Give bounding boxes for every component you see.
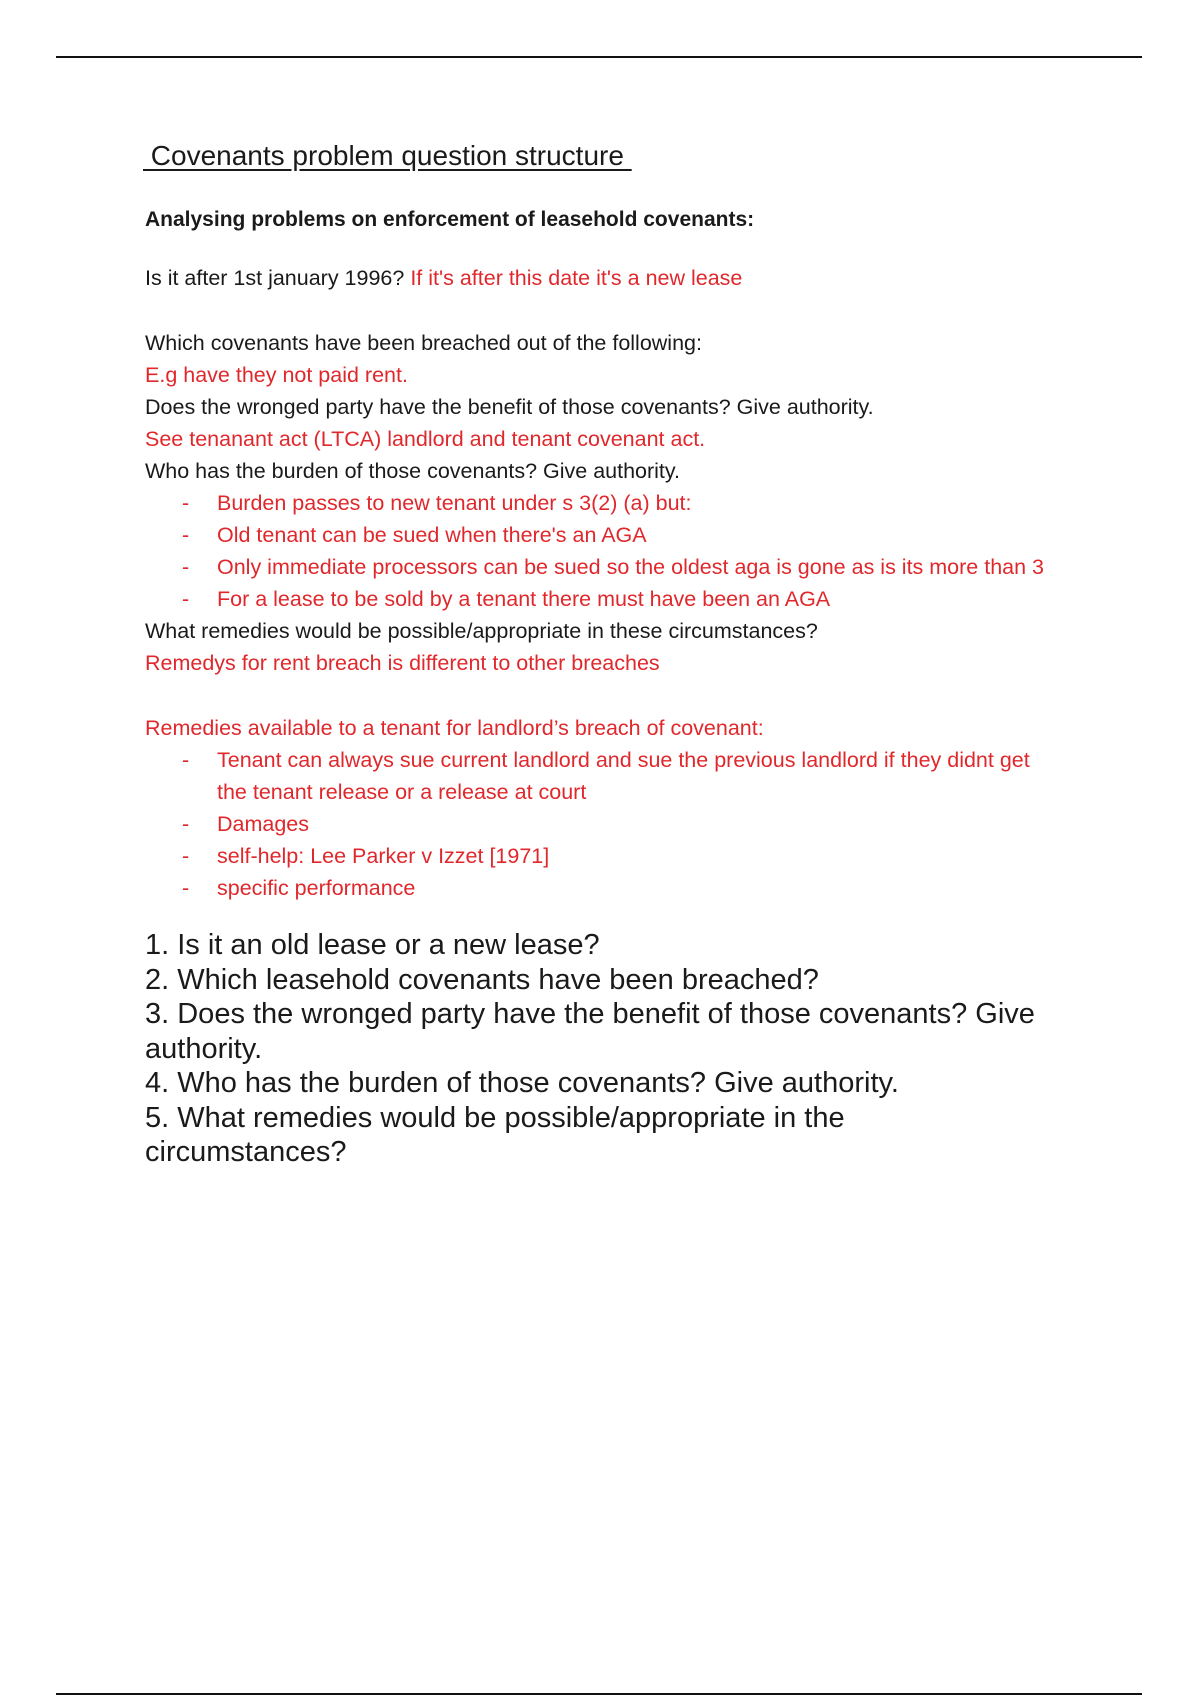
section-subheading: Analysing problems on enforcement of leasehold covenants: <box>145 208 755 231</box>
dash-bullet: - <box>182 587 190 611</box>
list-item: 3. Does the wronged party have the benefit of those covenants? Give <box>145 998 1035 1030</box>
dash-bullet: - <box>182 844 190 868</box>
spacer <box>145 679 1105 712</box>
bullet-text: Tenant can always sue current landlord and sue the previous landlord if they didnt get the tenant release or a release at court <box>217 748 1030 804</box>
bullet-text: Only immediate processors can be sued so the oldest aga is gone as is its more than 3 <box>217 555 1044 579</box>
bullet-text: Damages <box>217 812 310 836</box>
list-item <box>145 872 1105 904</box>
tenant-remedies-heading: Remedies available to a tenant for landlord’s breach of covenant: <box>145 716 764 740</box>
breach-question: Which covenants have been breached out of the following: <box>145 331 702 355</box>
list-item <box>145 519 1105 551</box>
list-item <box>145 808 1105 840</box>
dash-bullet: - <box>182 748 190 772</box>
list-item <box>145 744 1105 808</box>
list-item <box>145 583 1105 615</box>
list-item: 4. Who has the burden of those covenants? Give authority. <box>145 1067 899 1099</box>
document-body <box>145 140 1105 1170</box>
numbered-steps-list <box>145 928 1105 1170</box>
list-item: 5. What remedies would be possible/appropriate in the circumstances? <box>145 1101 845 1168</box>
list-item <box>145 840 1105 872</box>
bullet-text: specific performance <box>217 876 416 900</box>
lease-date-text: Is it after 1st january 1996? <box>145 266 411 290</box>
benefit-question: Does the wronged party have the benefit of those covenants? Give authority. <box>145 395 874 419</box>
breach-note: E.g have they not paid rent. <box>145 363 408 387</box>
list-item <box>145 487 1105 519</box>
lease-date-note: If it's after this date it's a new lease <box>410 266 743 290</box>
dash-bullet: - <box>182 555 190 579</box>
tenant-remedies-list <box>145 744 1105 904</box>
list-item: 2. Which leasehold covenants have been breached? <box>145 963 819 996</box>
lease-date-question <box>145 262 1105 294</box>
bullet-text: Old tenant can be sued when there's an AGA <box>217 523 647 547</box>
burden-bullet-list <box>145 487 1105 615</box>
bullet-text: For a lease to be sold by a tenant there must have been an AGA <box>217 587 831 611</box>
benefit-note: See tenanant act (LTCA) landlord and tenant covenant act. <box>145 427 706 451</box>
remedies-note: Remedys for rent breach is different to other breaches <box>145 651 660 675</box>
bullet-text: Burden passes to new tenant under s 3(2) (a) but: <box>217 491 692 515</box>
list-item: 1. Is it an old lease or a new lease? <box>145 929 600 961</box>
dash-bullet: - <box>182 812 190 836</box>
dash-bullet: - <box>182 876 190 900</box>
list-item: authority. <box>145 1032 263 1065</box>
list-item <box>145 551 1105 583</box>
bullet-text: self-help: Lee Parker v Izzet [1971] <box>217 844 550 868</box>
burden-question: Who has the burden of those covenants? Give authority. <box>145 459 681 483</box>
dash-bullet: - <box>182 491 190 515</box>
bottom-rule <box>56 1693 1142 1695</box>
dash-bullet: - <box>182 523 190 547</box>
remedies-question: What remedies would be possible/appropriate in these circumstances? <box>145 619 818 643</box>
spacer <box>145 294 1105 327</box>
top-rule <box>56 56 1142 58</box>
page-title: Covenants problem question structure <box>143 140 632 171</box>
